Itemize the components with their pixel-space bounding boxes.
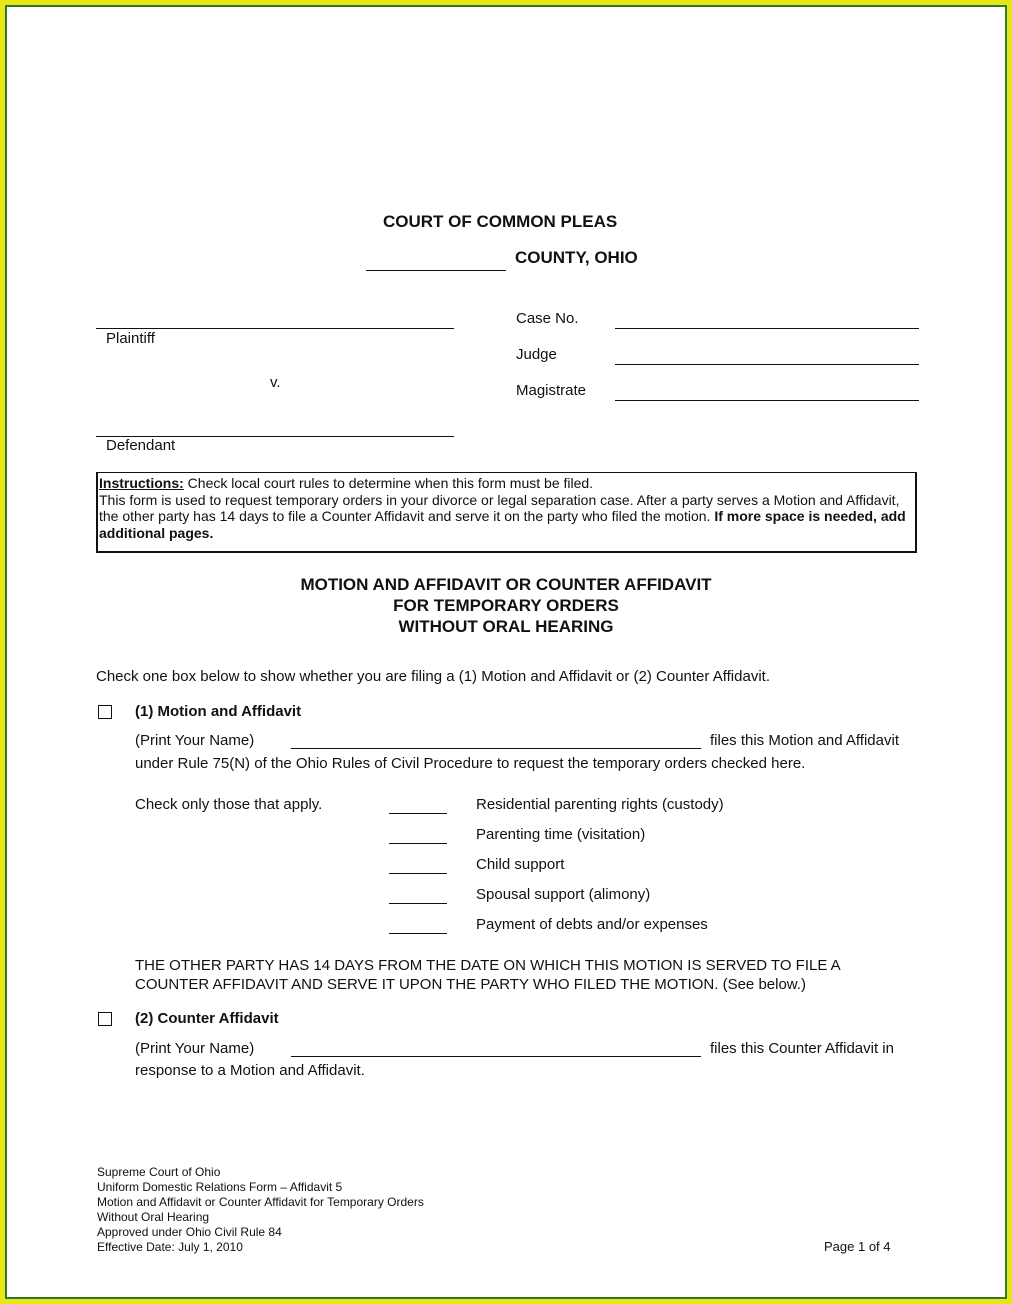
footer-line: Motion and Affidavit or Counter Affidavit for Temporary Orders xyxy=(97,1195,424,1209)
motion-affidavit-label: (1) Motion and Affidavit xyxy=(135,703,302,720)
response-text: response to a Motion and Affidavit. xyxy=(135,1062,365,1079)
footer-line: Uniform Domestic Relations Form – Affidavit 5 xyxy=(97,1180,343,1194)
motion-affidavit-checkbox[interactable] xyxy=(98,705,112,719)
order-blank-debts[interactable] xyxy=(389,933,447,934)
notice-line2: COUNTER AFFIDAVIT AND SERVE IT UPON THE PARTY WHO FILED THE MOTION. (See below.) xyxy=(135,976,806,993)
versus-label: v. xyxy=(270,374,281,391)
plaintiff-blank[interactable] xyxy=(96,328,454,329)
plaintiff-label: Plaintiff xyxy=(106,330,155,347)
form-footer xyxy=(97,1165,424,1255)
files-motion-text: files this Motion and Affidavit xyxy=(710,732,899,749)
check-only-label: Check only those that apply. xyxy=(135,796,323,813)
page-border-inner xyxy=(5,5,1007,1299)
instructions-body: This form is used to request temporary orders in your divorce or legal separation case. After a party serves a Motion and Affidavit, the other party has 14 days to file a Counter Affidavit and serve it on the party who filed the motion. xyxy=(99,491,900,524)
magistrate-blank[interactable] xyxy=(615,400,919,401)
court-title: COURT OF COMMON PLEAS xyxy=(383,212,618,231)
defendant-label: Defendant xyxy=(106,437,176,454)
print-name-blank-1[interactable] xyxy=(291,748,701,749)
judge-blank[interactable] xyxy=(615,364,919,365)
magistrate-label: Magistrate xyxy=(516,382,587,399)
county-name-blank[interactable] xyxy=(366,270,506,271)
order-blank-spousal-support[interactable] xyxy=(389,903,447,904)
order-debts: Payment of debts and/or expenses xyxy=(476,916,708,933)
counter-affidavit-label: (2) Counter Affidavit xyxy=(135,1010,279,1027)
print-name-label-2: (Print Your Name) xyxy=(135,1040,255,1057)
judge-label: Judge xyxy=(516,346,557,363)
instructions-heading: Instructions: xyxy=(99,475,184,491)
order-spousal-support: Spousal support (alimony) xyxy=(476,886,651,903)
files-counter-text: files this Counter Affidavit in xyxy=(710,1040,894,1057)
order-child-support: Child support xyxy=(476,856,565,873)
order-custody: Residential parenting rights (custody) xyxy=(476,796,724,813)
footer-line: Effective Date: July 1, 2010 xyxy=(97,1240,243,1254)
order-visitation: Parenting time (visitation) xyxy=(476,826,646,843)
rule-text: under Rule 75(N) of the Ohio Rules of Civil Procedure to request the temporary orders checked here. xyxy=(135,755,806,772)
instructions-line1: Check local court rules to determine when this form must be filed. xyxy=(187,475,594,491)
footer-line: Without Oral Hearing xyxy=(97,1210,210,1224)
county-label: COUNTY, OHIO xyxy=(515,248,638,267)
page-number: Page 1 of 4 xyxy=(824,1239,891,1254)
case-no-blank[interactable] xyxy=(615,328,919,329)
order-blank-custody[interactable] xyxy=(389,813,447,814)
print-name-blank-2[interactable] xyxy=(291,1056,701,1057)
form-title-line3: WITHOUT ORAL HEARING xyxy=(398,617,614,636)
check-one-instruction: Check one box below to show whether you are filing a (1) Motion and Affidavit or (2) Counter Affidavit. xyxy=(96,668,770,685)
form-title-line1: MOTION AND AFFIDAVIT OR COUNTER AFFIDAVIT xyxy=(300,575,712,594)
footer-line: Approved under Ohio Civil Rule 84 xyxy=(97,1225,282,1239)
instructions-box xyxy=(96,472,917,553)
order-blank-visitation[interactable] xyxy=(389,843,447,844)
counter-affidavit-checkbox[interactable] xyxy=(98,1012,112,1026)
case-no-label: Case No. xyxy=(516,310,579,327)
footer-line: Supreme Court of Ohio xyxy=(97,1165,221,1179)
notice-line1: THE OTHER PARTY HAS 14 DAYS FROM THE DATE ON WHICH THIS MOTION IS SERVED TO FILE A xyxy=(135,957,841,974)
order-blank-child-support[interactable] xyxy=(389,873,447,874)
form-title-line2: FOR TEMPORARY ORDERS xyxy=(393,596,619,615)
print-name-label-1: (Print Your Name) xyxy=(135,732,255,749)
instructions-bold-tail: If more space is needed, add additional pages. xyxy=(99,508,906,541)
